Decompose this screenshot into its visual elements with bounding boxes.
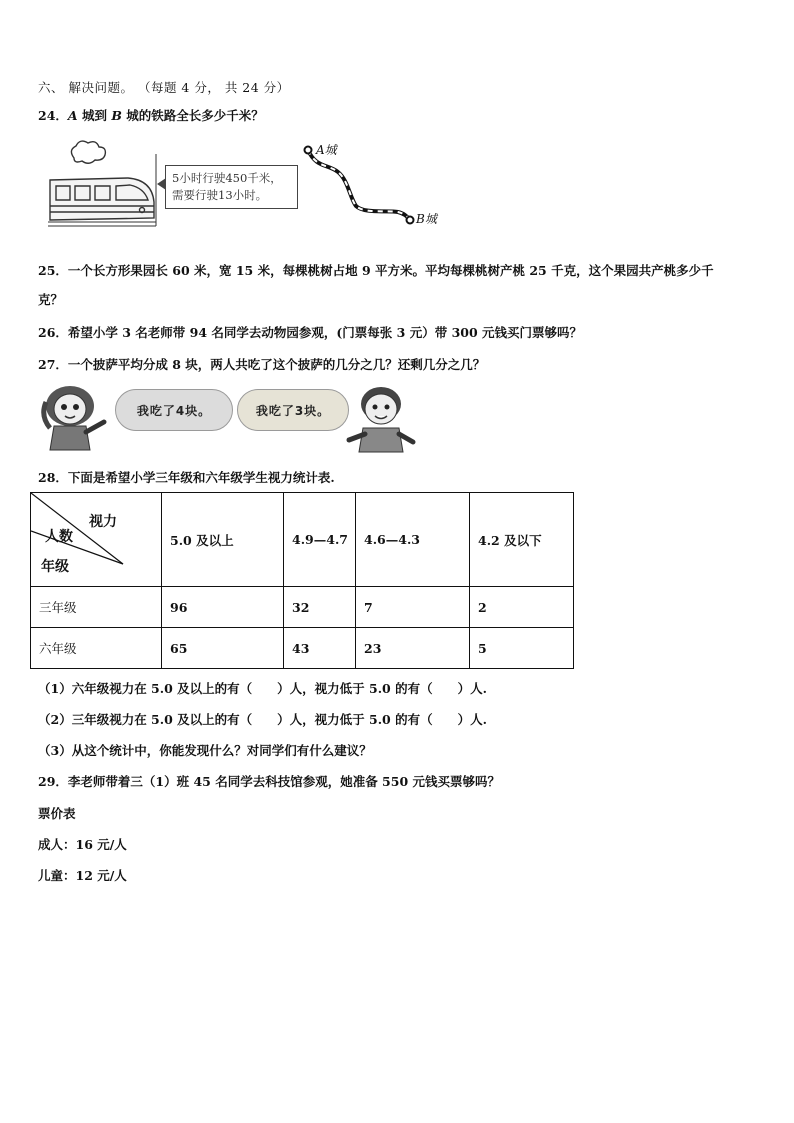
question-28: 28．下面是希望小学三年级和六年级学生视力统计表. xyxy=(38,470,335,485)
grade-cell: 三年级 xyxy=(31,587,162,628)
map-city-b-label: B城 xyxy=(416,212,437,226)
boy-avatar-icon xyxy=(345,382,417,454)
value-cell: 23 xyxy=(356,628,470,669)
price-table-title: 票价表 xyxy=(38,806,76,821)
q24-city-b-letter: B xyxy=(111,108,122,123)
grade-cell: 六年级 xyxy=(31,628,162,669)
q24-mid: 城到 xyxy=(77,108,112,123)
header-cell: 4.6—4.3 xyxy=(356,493,470,587)
adult-price: 成人：16 元/人 xyxy=(38,837,127,852)
map-city-a-label: A城 xyxy=(316,143,337,157)
table-row xyxy=(31,587,574,628)
table-header-row xyxy=(31,493,574,587)
train-speech-box xyxy=(165,165,298,209)
question-28-sub-1: （1）六年级视力在 5.0 及以上的有（ ）人，视力低于 5.0 的有（ ）人. xyxy=(38,681,487,696)
value-cell: 43 xyxy=(284,628,356,669)
q24-suffix: 城的铁路全长多少千米？ xyxy=(121,108,264,123)
question-25-line-1: 25．一个长方形果园长 60 米，宽 15 米，每棵桃树占地 9 平方米。平均每棵桃树产桃 25 千克，这个果园共产桃多少千 xyxy=(38,263,714,278)
boy-speech-cloud: 我吃了3块。 xyxy=(237,389,349,431)
value-cell: 65 xyxy=(162,628,284,669)
girl-speech-cloud: 我吃了4块。 xyxy=(115,389,233,431)
question-26: 26．希望小学 3 名老师带 94 名同学去动物园参观，(门票每张 3 元）带 300 元钱买门票够吗？ xyxy=(38,325,583,340)
corner-label-vision: 视力 xyxy=(89,514,117,530)
section-title: 六、 解决问题。 （每题 4 分， 共 24 分） xyxy=(38,80,290,95)
question-25-line-2: 克？ xyxy=(38,292,64,307)
train-icon xyxy=(48,140,158,232)
girl-avatar-icon xyxy=(40,382,112,452)
q24-prefix: 24． xyxy=(38,108,68,123)
question-28-sub-2: （2）三年级视力在 5.0 及以上的有（ ）人，视力低于 5.0 的有（ ）人. xyxy=(38,712,487,727)
value-cell: 2 xyxy=(470,587,574,628)
question-27: 27．一个披萨平均分成 8 块，两人共吃了这个披萨的几分之几？还剩几分之几？ xyxy=(38,357,486,372)
header-cell: 5.0 及以上 xyxy=(162,493,284,587)
corner-label-people: 人数 xyxy=(45,529,73,545)
question-28-sub-3: （3）从这个统计中，你能发现什么？对同学们有什么建议？ xyxy=(38,743,372,758)
table-corner-cell xyxy=(31,493,162,587)
question-29: 29．李老师带着三（1）班 45 名同学去科技馆参观，她准备 550 元钱买票够吗？ xyxy=(38,774,500,789)
value-cell: 96 xyxy=(162,587,284,628)
header-cell: 4.9—4.7 xyxy=(284,493,356,587)
header-cell: 4.2 及以下 xyxy=(470,493,574,587)
table-row xyxy=(31,628,574,669)
vision-stats-table xyxy=(30,492,574,669)
question-24 xyxy=(38,106,264,124)
value-cell: 32 xyxy=(284,587,356,628)
q24-city-a-letter: A xyxy=(67,108,78,123)
speech-line-2: 需要行驶13小时。 xyxy=(172,188,268,202)
corner-label-grade: 年级 xyxy=(41,559,69,575)
speech-line-1: 5小时行驶450千米， xyxy=(172,171,282,185)
child-price: 儿童：12 元/人 xyxy=(38,868,127,883)
value-cell: 5 xyxy=(470,628,574,669)
value-cell: 7 xyxy=(356,587,470,628)
